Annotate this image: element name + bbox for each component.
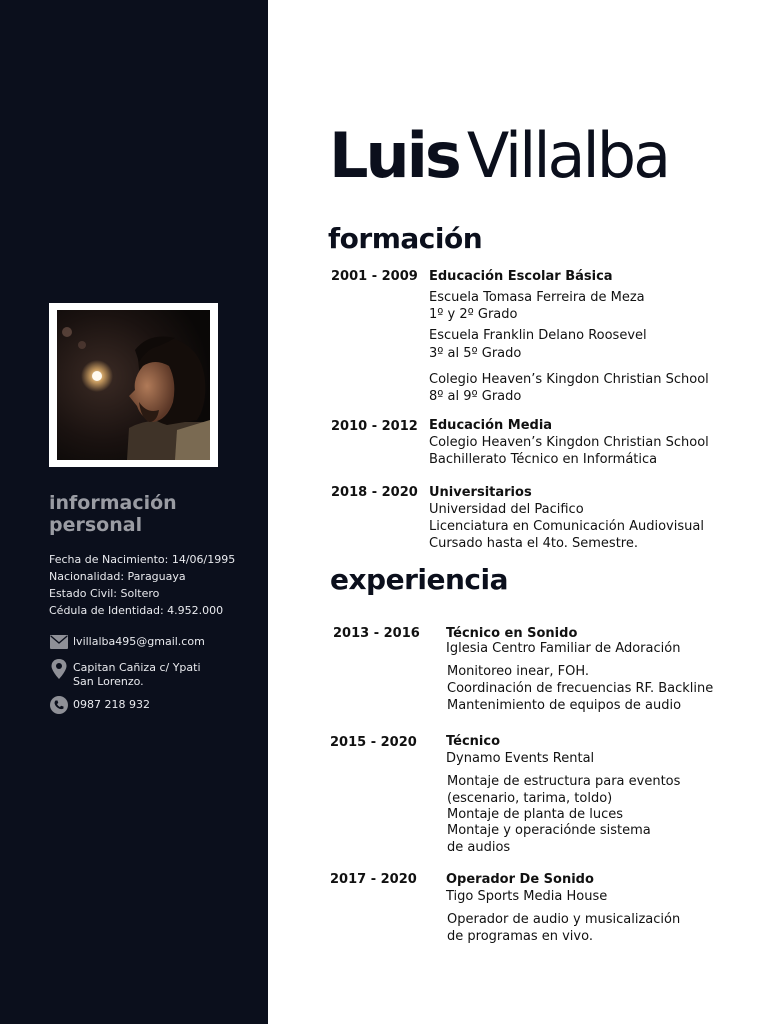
personal-info-title — [49, 492, 177, 536]
civil-status: Estado Civil: Soltero — [49, 587, 160, 600]
experiencia-2-line-5: de audios — [447, 840, 511, 855]
formacion-1-line-6: 8º al 9º Grado — [429, 389, 522, 404]
formacion-years-1: 2001 - 2009 — [331, 269, 418, 284]
formacion-title: formación — [328, 222, 483, 255]
experiencia-2-line-3: Montaje de planta de luces — [447, 807, 624, 822]
experiencia-years-3: 2017 - 2020 — [330, 872, 417, 887]
experiencia-1-line-3: Mantenimiento de equipos de audio — [447, 698, 682, 713]
profile-photo — [57, 310, 210, 460]
experiencia-title: experiencia — [330, 563, 509, 596]
last-name: Villalba — [466, 119, 669, 192]
nationality: Nacionalidad: Paraguaya — [49, 570, 186, 583]
full-name — [329, 118, 668, 194]
formacion-1-line-1: Escuela Tomasa Ferreira de Meza — [429, 290, 645, 305]
formacion-title-3: Universitarios — [429, 485, 532, 500]
location-pin-icon — [50, 659, 68, 677]
address-line-1: Capitan Cañiza c/ Ypati — [73, 661, 201, 674]
formacion-3-line-2: Licenciatura en Comunicación Audiovisual — [429, 519, 704, 534]
experiencia-title-3: Operador De Sonido — [446, 872, 594, 887]
formacion-1-line-4: 3º al 5º Grado — [429, 346, 522, 361]
formacion-title-2: Educación Media — [429, 418, 553, 433]
experiencia-3-line-2: de programas en vivo. — [447, 929, 593, 944]
formacion-years-2: 2010 - 2012 — [331, 419, 418, 434]
birth-date: Fecha de Nacimiento: 14/06/1995 — [49, 553, 236, 566]
formacion-1-line-2: 1º y 2º Grado — [429, 307, 518, 322]
experiencia-2-line-1: Montaje de estructura para eventos — [447, 774, 681, 789]
sidebar — [0, 0, 268, 1024]
profile-photo-image — [57, 310, 210, 460]
experiencia-3-line-1: Operador de audio y musicalización — [447, 912, 681, 927]
profile-photo-frame — [49, 303, 218, 467]
experiencia-years-2: 2015 - 2020 — [330, 735, 417, 750]
formacion-2-line-2: Bachillerato Técnico en Informática — [429, 452, 658, 467]
phone-icon — [50, 696, 68, 714]
email-icon — [50, 633, 68, 651]
experiencia-years-1: 2013 - 2016 — [333, 626, 420, 641]
experiencia-2-line-2: (escenario, tarima, toldo) — [447, 791, 613, 806]
phone-number[interactable]: 0987 218 932 — [73, 698, 150, 711]
id-number: Cédula de Identidad: 4.952.000 — [49, 604, 224, 617]
experiencia-title-2: Técnico — [446, 734, 501, 749]
address-line-2: San Lorenzo. — [73, 675, 144, 688]
experiencia-2-line-4: Montaje y operaciónde sistema — [447, 823, 651, 838]
formacion-1-line-5: Colegio Heaven’s Kingdon Christian School — [429, 372, 709, 387]
experiencia-2-company: Dynamo Events Rental — [446, 751, 595, 766]
email-address[interactable]: lvillalba495@gmail.com — [73, 635, 205, 648]
formacion-1-line-3: Escuela Franklin Delano Roosevel — [429, 328, 647, 343]
formacion-title-1: Educación Escolar Básica — [429, 269, 613, 284]
experiencia-3-company: Tigo Sports Media House — [446, 889, 608, 904]
first-name: Luis — [329, 119, 459, 192]
formacion-3-line-3: Cursado hasta el 4to. Semestre. — [429, 536, 638, 551]
formacion-years-3: 2018 - 2020 — [331, 485, 418, 500]
personal-info-title-line-2: personal — [49, 514, 143, 536]
experiencia-1-line-1: Monitoreo inear, FOH. — [447, 664, 590, 679]
experiencia-1-company: Iglesia Centro Familiar de Adoración — [446, 641, 681, 656]
formacion-2-line-1: Colegio Heaven’s Kingdon Christian School — [429, 435, 709, 450]
experiencia-title-1: Técnico en Sonido — [446, 626, 578, 641]
formacion-3-line-1: Universidad del Pacifico — [429, 502, 584, 517]
experiencia-1-line-2: Coordinación de frecuencias RF. Backline — [447, 681, 714, 696]
personal-info-title-line-1: información — [49, 492, 177, 514]
